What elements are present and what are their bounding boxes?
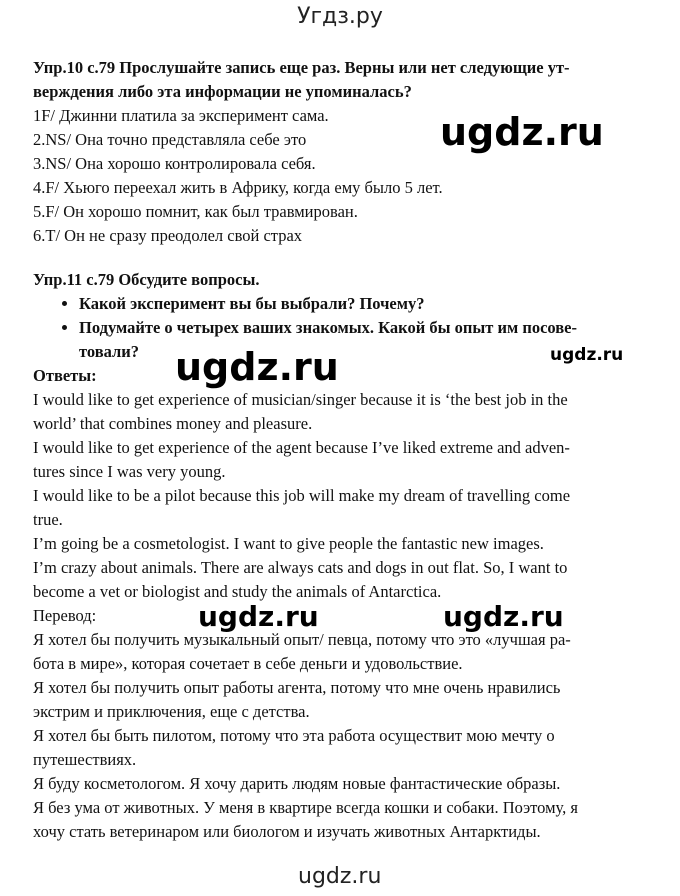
answer-line: I’m going be a cosmetologist. I want to give people the fantastic new images. — [33, 534, 544, 553]
ex11-bullet — [79, 292, 648, 316]
ex10-item: 3.NS/ Она хорошо контролировала себя. — [33, 154, 316, 173]
site-title: Угдз.ру — [297, 4, 383, 29]
footer-watermark: ugdz.ru — [298, 864, 382, 889]
answer-line: I’m crazy about animals. There are always cats and dogs in out flat. So, I want to — [33, 558, 568, 577]
answer-line: I would like to be a pilot because this job will make my dream of travelling come — [33, 486, 571, 505]
document-body — [33, 56, 648, 844]
ex10-item: 5.F/ Он хорошо помнит, как был травмирован. — [33, 202, 358, 221]
answer-line: I would like to get experience of the agent because I’ve liked extreme and adven- — [33, 438, 570, 457]
answers-label: Ответы: — [33, 366, 97, 385]
watermark: ugdz.ru — [550, 345, 624, 365]
bullet-text-cont: товали? — [79, 342, 140, 361]
translation-line: хочу стать ветеринаром или биологом и изучать животных Антарктиды. — [33, 822, 541, 841]
translation-line: Я хотел бы получить опыт работы агента, потому что мне очень нравились — [33, 678, 561, 697]
ex10-item: 6.T/ Он не сразу преодолел свой страх — [33, 226, 303, 245]
ex10-item: 4.F/ Хьюго переехал жить в Африку, когда ему было 5 лет. — [33, 178, 443, 197]
watermark: ugdz.ru — [198, 600, 319, 633]
watermark: ugdz.ru — [440, 110, 604, 154]
ex10-item: 1F/ Джинни платила за эксперимент сама. — [33, 106, 329, 125]
bullet-text: Подумайте о четырех ваших знакомых. Какой бы опыт им посове- — [79, 318, 577, 337]
ex10-heading: Упр.10 с.79 Прослушайте запись еще раз. Верны или нет следующие ут- — [33, 58, 570, 77]
answer-line: true. — [33, 510, 63, 529]
bullet-text: Какой эксперимент вы бы выбрали? Почему? — [79, 294, 425, 313]
translation-line: путешествиях. — [33, 750, 137, 769]
answer-line: tures since I was very young. — [33, 462, 226, 481]
watermark: ugdz.ru — [443, 600, 564, 633]
translation-line: Я буду косметологом. Я хочу дарить людям новые фантастические образы. — [33, 774, 561, 793]
watermark: ugdz.ru — [175, 345, 339, 389]
translation-line: Я без ума от животных. У меня в квартире всегда кошки и собаки. Поэтому, я — [33, 798, 578, 817]
translation-label: Перевод: — [33, 606, 97, 625]
answer-line: world’ that combines money and pleasure. — [33, 414, 313, 433]
ex10-item: 2.NS/ Она точно представляла себе это — [33, 130, 307, 149]
answer-line: become a vet or biologist and study the animals of Antarctica. — [33, 582, 442, 601]
ex11-heading: Упр.11 с.79 Обсудите вопросы. — [33, 270, 260, 289]
ex10-heading-cont: верждения либо эта информации не упоминалась? — [33, 82, 412, 101]
translation-line: Я хотел бы получить музыкальный опыт/ певца, потому что это «лучшая ра- — [33, 630, 571, 649]
translation-line: бота в мире», которая сочетает в себе деньги и удовольствие. — [33, 654, 463, 673]
translation-line: экстрим и приключения, еще с детства. — [33, 702, 310, 721]
translation-line: Я хотел бы быть пилотом, потому что эта работа осуществит мою мечту о — [33, 726, 555, 745]
answer-line: I would like to get experience of musician/singer because it is ‘the best job in the — [33, 390, 568, 409]
